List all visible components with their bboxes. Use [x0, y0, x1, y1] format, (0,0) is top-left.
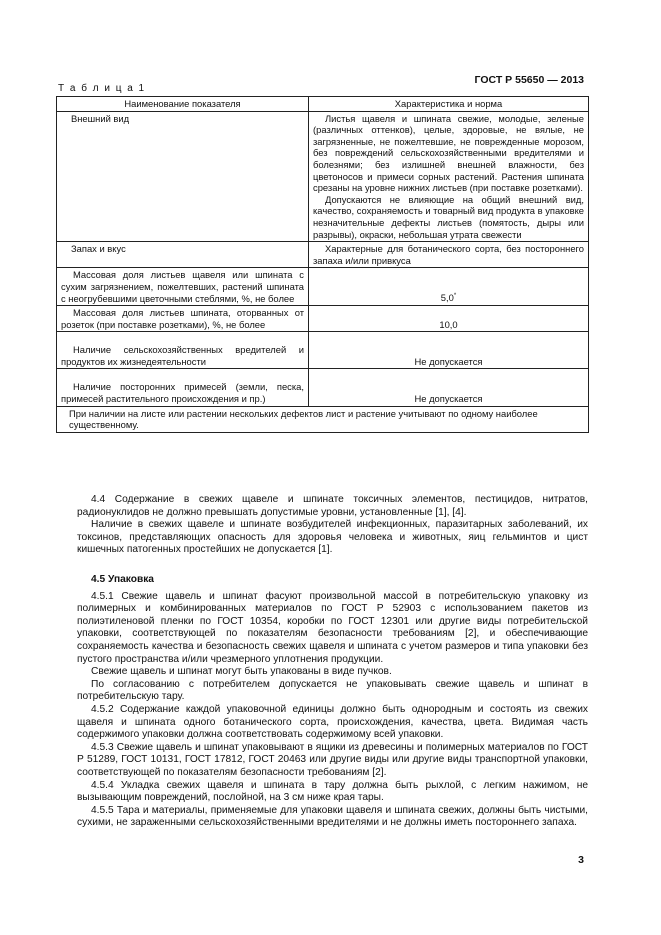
row-name: Внешний вид — [57, 111, 309, 242]
paragraph-4-5-4: 4.5.4 Укладка свежих щавеля и шпината в тару должна быть рыхлой, с легким нажимом, не вызывающим повреждений, послойной, на 3 см ниже края тары. — [77, 779, 588, 804]
row-value: Характерные для ботанического сорта, без постороннего запаха и/или привкуса — [309, 242, 589, 268]
column-header-name: Наименование показателя — [57, 97, 309, 112]
table-row — [57, 268, 589, 306]
table-row — [57, 306, 589, 332]
paragraph-4-5-1-c: По согласованию с потребителем допускается не упаковывать свежие щавель и шпинат в потребительскую тару. — [77, 678, 588, 703]
paragraph-4-5-2: 4.5.2 Содержание каждой упаковочной единицы должно быть однородным и состоять из свежих щавеля и шпината одного ботанического сорта, происхождения, качества, цвета. Видимая часть содержимого упаковки должна соответствовать содержимому всей упаковки. — [77, 703, 588, 741]
row-name: Запах и вкус — [57, 242, 309, 268]
row-name: Массовая доля листьев шпината, оторванных от розеток (при поставке розетками), %, не более — [57, 306, 309, 332]
paragraph-4-5-1-b: Свежие щавель и шпинат могут быть упакованы в виде пучков. — [91, 666, 392, 678]
body-text — [77, 494, 588, 557]
row-value-paragraph: Листья щавеля и шпината свежие, молодые, зеленые (различных оттенков), целые, здоровые, не вялые, не загрязненные, не пожелтевшие, не поврежденные морозом, без повреждений сельскохозяйственными вредителями и болезнями; без излишней внешней влажности, без цветоносов и примеси сорных растений. Растения шпината срезаны на уровне нижних листьев (при поставке розетками). — [313, 112, 584, 194]
table-row — [57, 111, 589, 242]
row-value: Не допускается — [309, 369, 589, 406]
row-value: 10,0 — [309, 306, 589, 332]
row-value: Не допускается — [309, 332, 589, 369]
table-footnote-row — [57, 406, 589, 432]
row-value — [309, 111, 589, 242]
table-row — [57, 242, 589, 268]
table-row — [57, 332, 589, 369]
row-value-number: 5,0 — [440, 292, 454, 304]
table-header-row — [57, 97, 589, 112]
row-name: Наличие посторонних примесей (земли, песка, примесей растительного происхождения и пр.) — [57, 369, 309, 406]
paragraph-4-5-1: 4.5.1 Свежие щавель и шпинат фасуют произвольной массой в потребительскую упаковку из полимерных и комбинированных материалов по ГОСТ Р 52903 с использованием пакетов из полиэтиленовой пленки по ГОСТ 10354, коробки по ГОСТ 12301 или другие виды потребительской упаковки, соответствующей по показателям безопасности требованиям [2], и обеспечивающие сохраняемость качества и безопасность свежих щавеля и шпината с учетом размеров и типа упаковки без пустого пространства и/или чрезмерного уплотнения продукции. — [77, 590, 588, 665]
table-row — [57, 369, 589, 406]
row-name: Массовая доля листьев щавеля или шпината с сухим загрязнением, пожелтевших, растений шпината с неогрубевшими цветочными стеблями, %, не более — [57, 268, 309, 306]
paragraph-4-4: 4.4 Содержание в свежих щавеле и шпинате токсичных элементов, пестицидов, нитратов, радионуклидов не должно превышать допустимые уровни, установленные [1], [4]. — [77, 494, 588, 518]
table-label: Т а б л и ц а 1 — [58, 83, 146, 94]
row-name: Наличие сельскохозяйственных вредителей и продуктов их жизнедеятельности — [57, 332, 309, 369]
document-code: ГОСТ Р 55650 — 2013 — [474, 74, 584, 86]
characteristics-table — [56, 96, 589, 433]
paragraph-4-5-3: 4.5.3 Свежие щавель и шпинат упаковывают в ящики из древесины и полимерных материалов по ГОСТ Р 51289, ГОСТ 10131, ГОСТ 17812, ГОСТ 20463 или другие виды или другие виды транспортной упаковки, соответствующей по показателям безопасности требованиям [2]. — [77, 741, 588, 778]
paragraph-4-4-b: Наличие в свежих щавеле и шпинате возбудителей инфекционных, паразитарных заболеваний, их токсинов, представляющих опасность для здоровья человека и животных, яиц гельминтов и цист кишечных патогенных простейших не допускается [1]. — [77, 519, 588, 556]
row-value — [309, 268, 589, 306]
table-footnote: При наличии на листе или растении нескольких дефектов лист и растение учитывают по одному наиболее существенному. — [57, 406, 589, 432]
column-header-value: Характеристика и норма — [309, 97, 589, 112]
row-value-paragraph: Допускаются не влияющие на общий внешний вид, качество, сохраняемость и товарный вид продукта в упаковке незначительные дефекты листьев (помятость, дыры или разрывы), окраски, небольшая утрата свежести — [313, 193, 584, 240]
footnote-mark: * — [453, 293, 457, 300]
paragraph-4-5-5: 4.5.5 Тара и материалы, применяемые для упаковки щавеля и шпината свежих, должны быть чистыми, сухими, не зараженными сельскохозяйственными вредителями и не должны иметь постороннего запаха. — [77, 804, 588, 829]
section-heading: 4.5 Упаковка — [91, 574, 154, 585]
page-number: 3 — [578, 854, 584, 866]
section-4-5 — [77, 574, 588, 830]
